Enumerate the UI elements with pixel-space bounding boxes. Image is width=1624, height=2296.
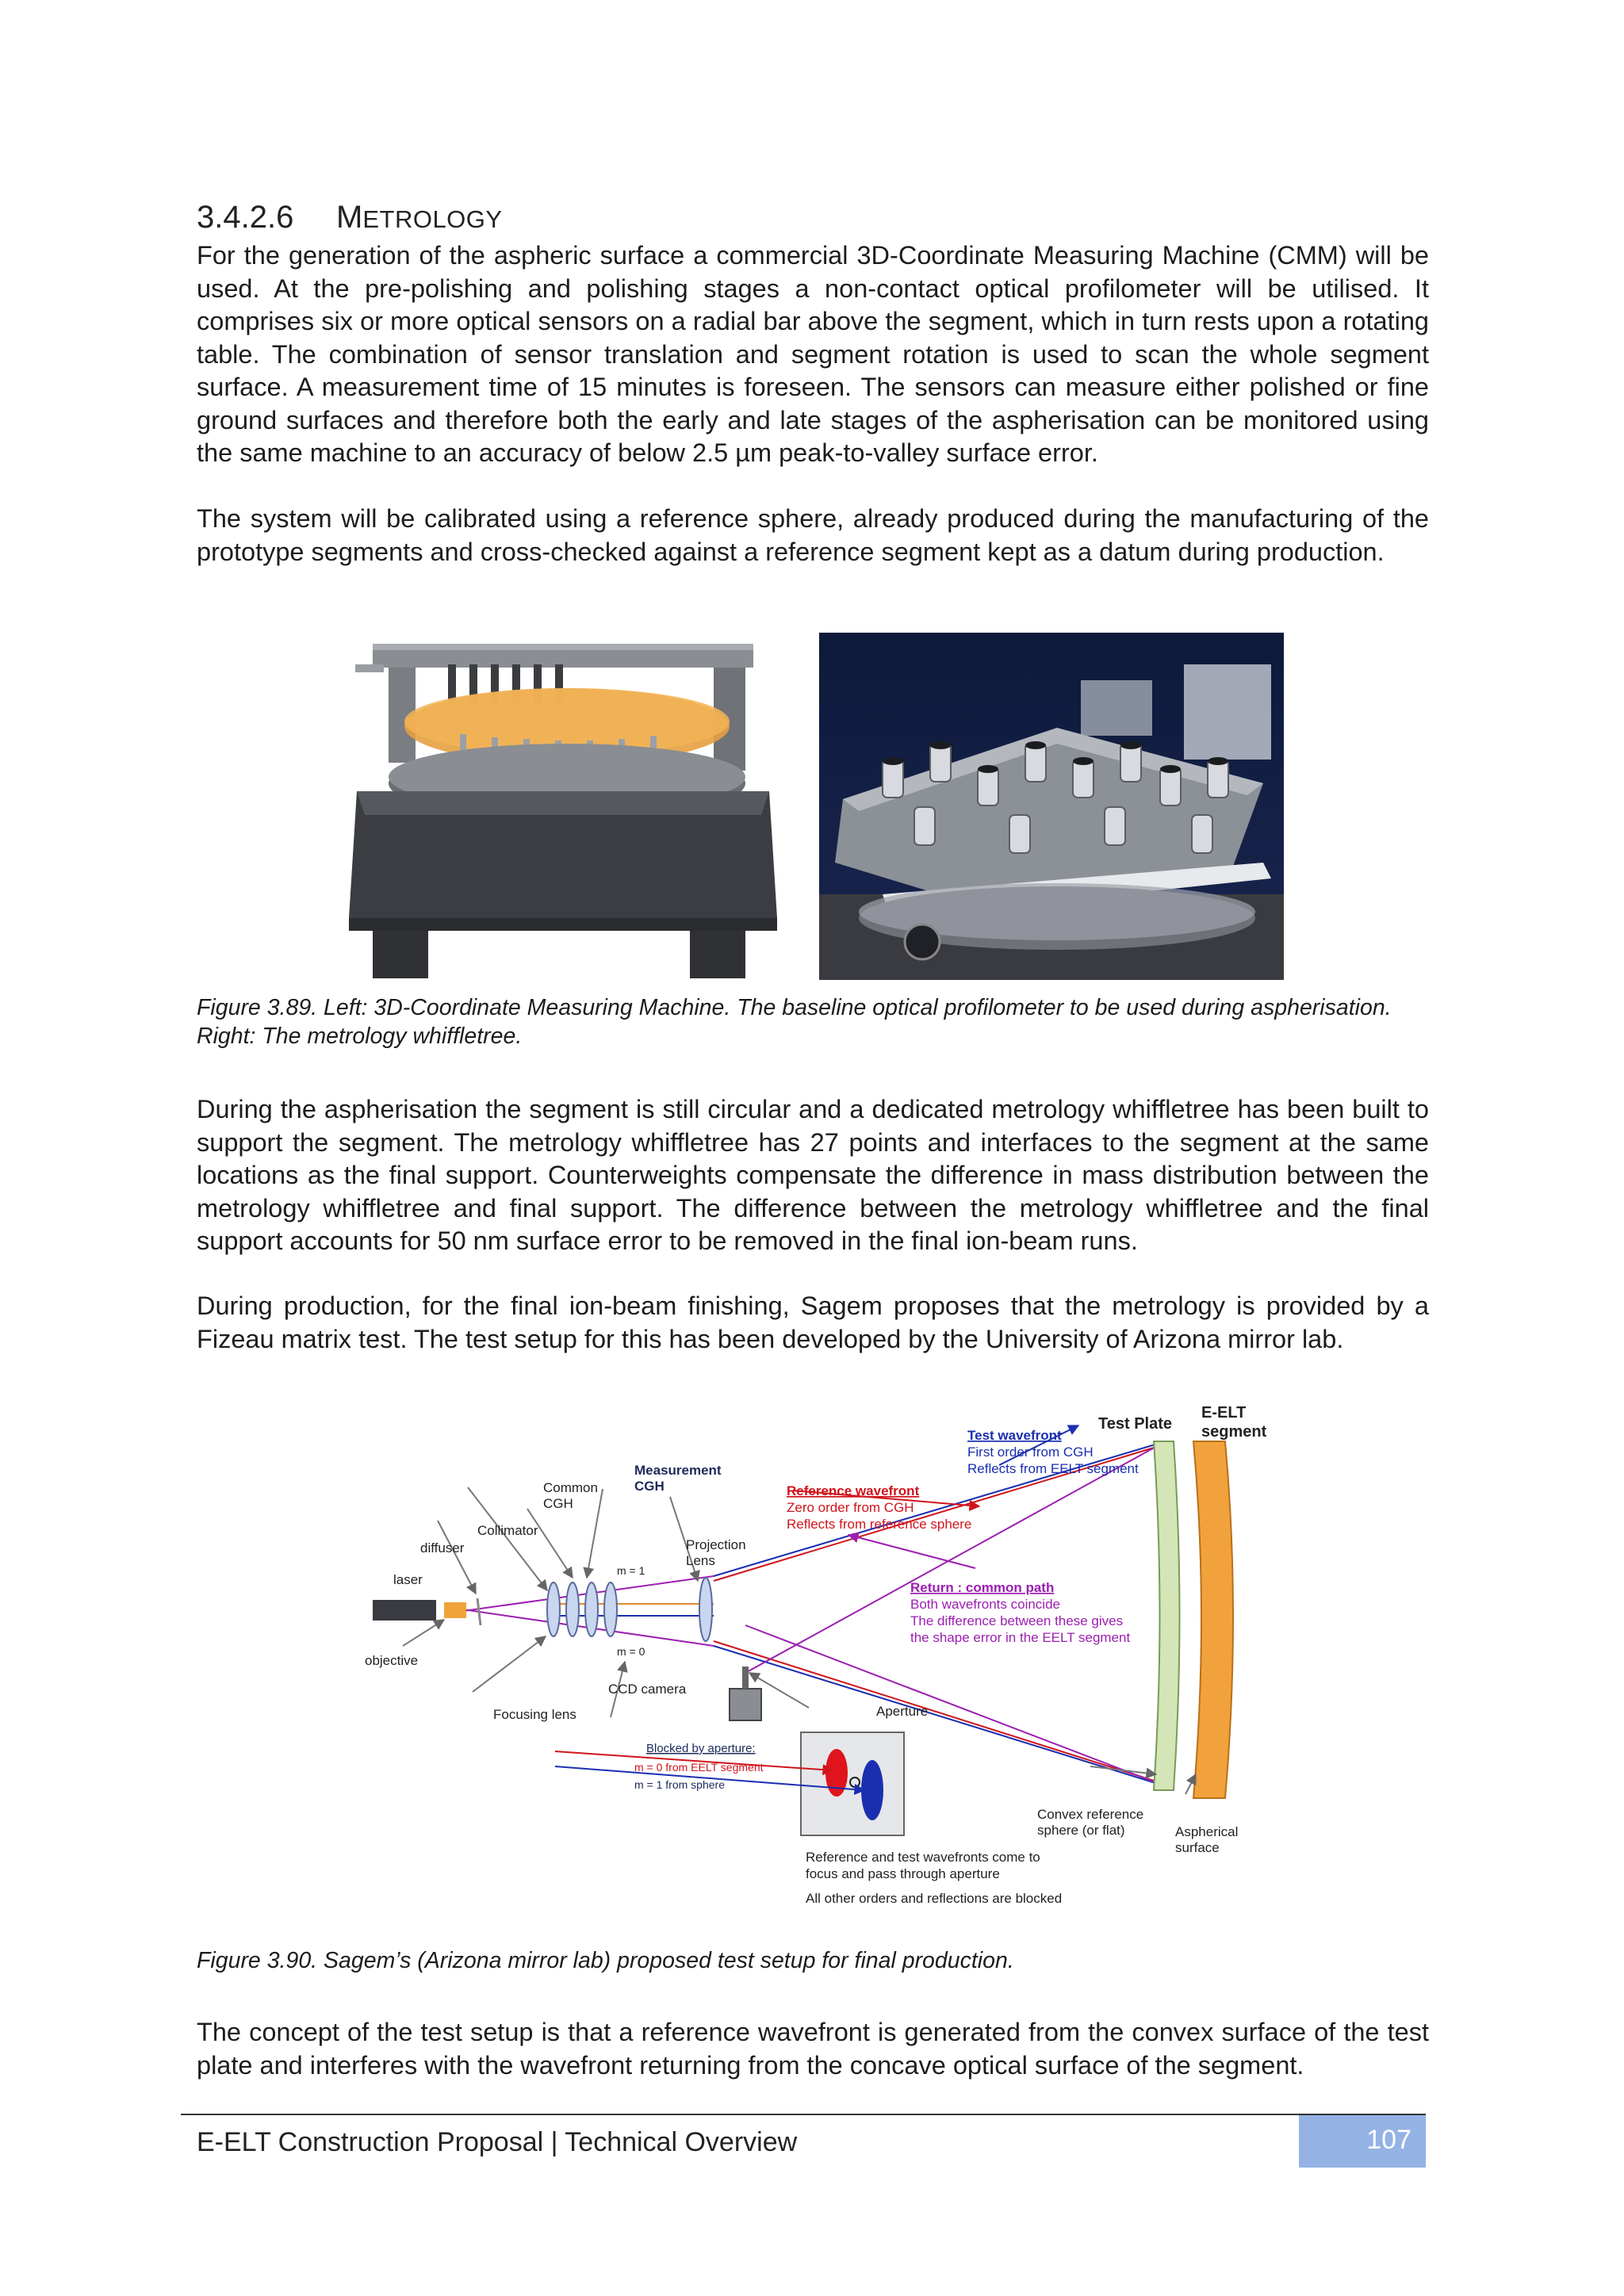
section-heading	[197, 197, 1429, 240]
label-eelt: E-ELT	[1201, 1404, 1247, 1422]
label-blocked-m0: m = 0 from EELT segment	[634, 1761, 764, 1774]
label-m0: m = 0	[617, 1645, 645, 1658]
label-test-wf-2: Reflects from EELT segment	[967, 1461, 1139, 1476]
footer-title: E-ELT Construction Proposal | Technical Overview	[197, 2127, 798, 2157]
label-diffuser: diffuser	[420, 1540, 465, 1556]
section-title-initial: M	[336, 200, 363, 235]
label-convex-ref: Convex reference	[1037, 1807, 1144, 1822]
label-test-plate: Test Plate	[1098, 1415, 1172, 1433]
label-common: Common	[543, 1480, 598, 1495]
label-note-2: focus and pass through aperture	[806, 1866, 1000, 1881]
section-title-rest: ETROLOGY	[362, 205, 503, 233]
label-return-3: the shape error in the EELT segment	[910, 1630, 1131, 1645]
label-ref-wf-1: Zero order from CGH	[787, 1500, 914, 1515]
label-blocked-m1: m = 1 from sphere	[634, 1778, 725, 1791]
label-laser: laser	[393, 1572, 423, 1587]
label-lens: Lens	[686, 1553, 715, 1568]
label-return-path: Return : common path	[910, 1580, 1055, 1595]
page-number-badge	[1299, 2115, 1426, 2168]
label-surface: surface	[1175, 1840, 1220, 1855]
figure-3-89-caption: Figure 3.89. Left: 3D-Coordinate Measuring Machine. The baseline optical profilometer to be used during aspherisation. Right: The metrology whiffletree.	[197, 995, 1392, 1049]
label-blocked: Blocked by aperture:	[646, 1742, 756, 1755]
figure-3-90-caption: Figure 3.90. Sagem’s (Arizona mirror lab) proposed test setup for final production.	[197, 1948, 1014, 1973]
paragraph-cmm: For the generation of the aspheric surface a commercial 3D-Coordinate Measuring Machine (CMM) will be used. At the pre-polishing and polishing stages a non-contact optical profilometer will be utilised. It comprises six or more optical sensors on a radial bar above the segment, which in turn rests upon a rotating table. The combination of sensor translation and segment rotation is used to scan the whole segment surface. A measurement time of 15 minutes is foreseen. The sensors can measure either polished or fine ground surfaces and therefore both the early and late stages of the aspherisation can be monitored using the same machine to an accuracy of below 2.5 µm peak-to-valley surface error.	[197, 241, 1429, 467]
page-number: 107	[1366, 2125, 1411, 2155]
footer-rule	[181, 2114, 1426, 2115]
label-ccd-camera: CCD camera	[608, 1682, 687, 1697]
label-return-1: Both wavefronts coincide	[910, 1597, 1060, 1612]
label-segment: segment	[1201, 1423, 1267, 1441]
whiffletree-photo	[819, 633, 1284, 980]
label-note-1: Reference and test wavefronts come to	[806, 1850, 1040, 1865]
label-projection: Projection	[686, 1537, 746, 1552]
section-number: 3.4.2.6	[197, 200, 294, 235]
paragraph-calibration: The system will be calibrated using a reference sphere, already produced during the manufacturing of the prototype segments and cross-checked against a reference segment kept as a datum during production.	[197, 504, 1429, 566]
label-m1: m = 1	[617, 1564, 645, 1577]
label-focusing-lens: Focusing lens	[493, 1707, 576, 1722]
test-setup-diagram	[365, 1394, 1304, 1917]
paragraph-concept: The concept of the test setup is that a reference wavefront is generated from the convex surface of the test plate and interferes with the wavefront returning from the concave optical surface of the segment.	[197, 2018, 1429, 2080]
cmm-machine-image	[341, 633, 785, 980]
label-objective: objective	[365, 1653, 419, 1668]
paragraph-fizeau: During production, for the final ion-beam finishing, Sagem proposes that the metrology is provided by a Fizeau matrix test. The test setup for this has been developed by the University of Arizona mirror lab.	[197, 1292, 1429, 1353]
paragraph-whiffletree: During the aspherisation the segment is still circular and a dedicated metrology whiffletree has been built to support the segment. The metrology whiffletree has 27 points and interfaces to the segment at the same locations as the final support. Counterweights compensate the difference in mass distribution between the metrology whiffletree and final support. The difference between the metrology whiffletree and the final support accounts for 50 nm surface error to be removed in the final ion-beam runs.	[197, 1095, 1429, 1255]
label-measurement: Measurement	[634, 1463, 722, 1478]
label-reference-wavefront: Reference wavefront	[787, 1483, 920, 1498]
label-convex-ref-2: sphere (or flat)	[1037, 1823, 1125, 1838]
label-measurement-cgh: CGH	[634, 1479, 665, 1494]
label-aperture: Aperture	[876, 1704, 929, 1719]
label-test-wf-1: First order from CGH	[967, 1445, 1094, 1460]
label-note-3: All other orders and reflections are blocked	[806, 1891, 1063, 1906]
label-aspherical: Aspherical	[1175, 1824, 1239, 1839]
label-test-wavefront: Test wavefront	[967, 1428, 1062, 1443]
label-collimator: Collimator	[477, 1523, 538, 1538]
label-common-cgh: CGH	[543, 1496, 573, 1511]
label-return-2: The difference between these gives	[910, 1613, 1124, 1628]
label-ref-wf-2: Reflects from reference sphere	[787, 1517, 972, 1532]
